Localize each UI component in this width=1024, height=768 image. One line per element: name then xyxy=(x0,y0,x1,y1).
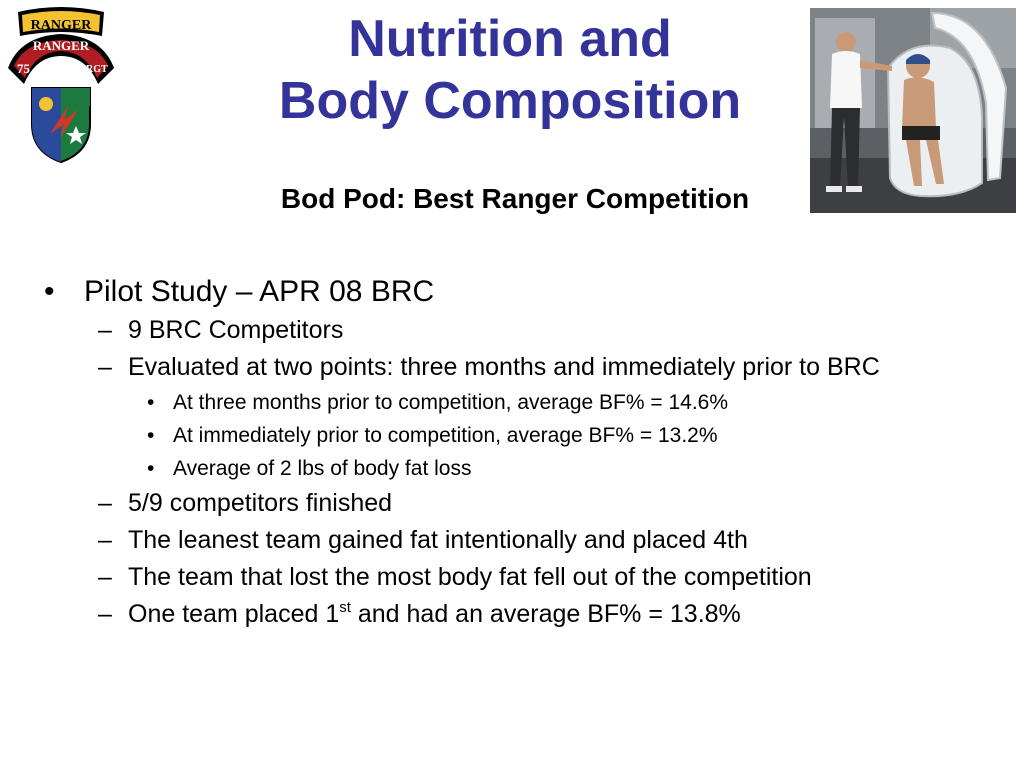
bullet-text: Pilot Study – APR 08 BRC xyxy=(84,275,435,308)
dash-marker: – xyxy=(98,316,112,344)
sub-bullet-text: 5/9 competitors finished xyxy=(128,489,393,517)
sub-bullet-leanest-team xyxy=(40,522,1010,559)
bullet-marker: • xyxy=(147,391,155,414)
point-text: Average of 2 lbs of body fat loss xyxy=(173,457,472,480)
sub-bullet-text: The leanest team gained fat intentionally and placed 4th xyxy=(128,526,748,554)
slide-subtitle: Bod Pod: Best Ranger Competition xyxy=(280,183,750,214)
sub-bullet-text: The team that lost the most body fat fell out of the competition xyxy=(128,563,812,591)
sub-bullet-text-start: One team placed 1 xyxy=(128,600,340,628)
point-three-months xyxy=(40,386,1010,419)
bullet-marker: • xyxy=(44,275,55,308)
dash-marker: – xyxy=(98,489,112,517)
bullet-marker: • xyxy=(147,424,155,447)
ranger-insignia-logo xyxy=(6,6,116,166)
sub-bullet-text: Evaluated at two points: three months and immediately prior to BRC xyxy=(128,353,880,381)
svg-text:RANGER: RANGER xyxy=(30,18,92,33)
bullet-pilot-study xyxy=(40,272,1010,312)
dash-marker: – xyxy=(98,563,112,591)
sub-bullet-text-end: and had an average BF% = 13.8% xyxy=(350,600,741,628)
sub-bullet-competitors xyxy=(40,312,1010,349)
sub-bullet-first-place xyxy=(40,596,1010,633)
sub-bullet-text: 9 BRC Competitors xyxy=(128,316,344,344)
bullet-marker: • xyxy=(147,457,155,480)
point-immediately-prior xyxy=(40,419,1010,452)
dash-marker: – xyxy=(98,353,112,381)
sub-bullet-evaluated xyxy=(40,349,1010,386)
point-text: At immediately prior to competition, average BF% = 13.2% xyxy=(173,424,718,447)
sub-bullet-finished xyxy=(40,485,1010,522)
dash-marker: – xyxy=(98,600,112,628)
svg-text:RGT: RGT xyxy=(86,64,108,75)
svg-text:75: 75 xyxy=(17,61,30,76)
sub-bullet-most-fat-lost xyxy=(40,559,1010,596)
dash-marker: – xyxy=(98,526,112,554)
bullet-list xyxy=(40,272,1010,633)
ordinal-suffix: st xyxy=(339,599,351,616)
svg-text:RANGER: RANGER xyxy=(32,38,90,53)
slide-title xyxy=(200,8,820,132)
point-text: At three months prior to competition, average BF% = 14.6% xyxy=(173,391,729,414)
point-fat-loss xyxy=(40,452,1010,485)
title-line-2: Body Composition xyxy=(278,72,742,130)
title-line-1: Nutrition and xyxy=(348,10,672,68)
bod-pod-photo xyxy=(810,8,1016,213)
